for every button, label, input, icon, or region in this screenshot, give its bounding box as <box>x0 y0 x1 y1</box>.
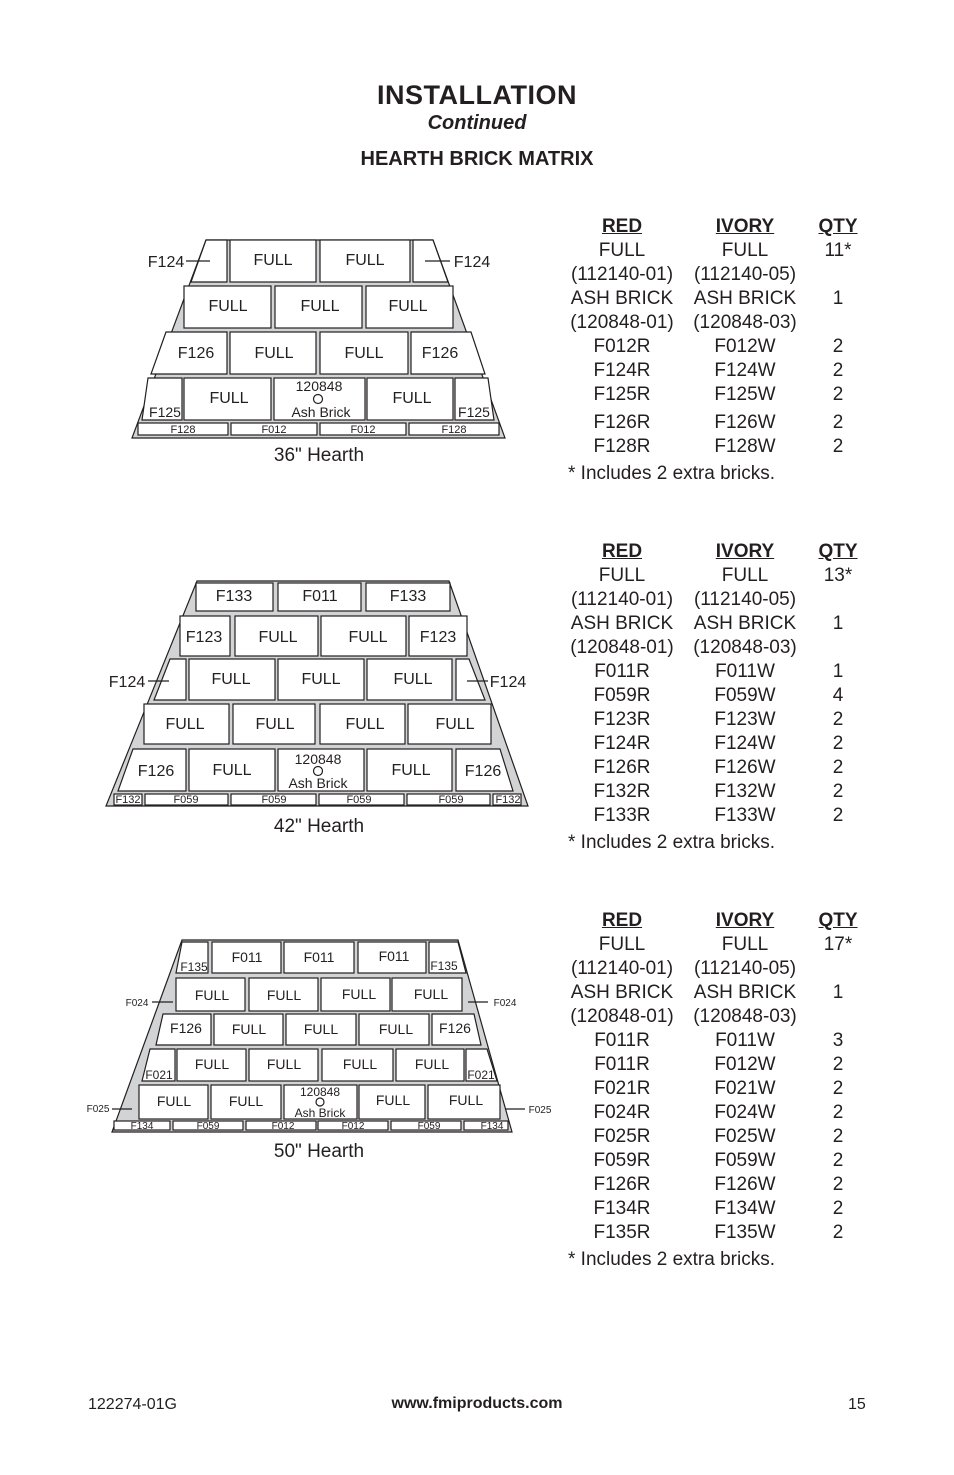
qty: 2 <box>832 781 844 802</box>
brick-matrix-36 <box>560 215 870 485</box>
qty: 1 <box>832 288 844 309</box>
red-part: FULL <box>598 240 646 261</box>
strip-label: F059 <box>346 794 372 806</box>
matrix-row <box>560 335 870 359</box>
brick-label: F126 <box>464 763 502 780</box>
ivory-part: FULL <box>721 240 769 261</box>
hearth-caption: 36" Hearth <box>273 445 365 466</box>
ivory-part: FULL <box>721 934 769 955</box>
matrix-row <box>560 780 870 804</box>
callout-label: F024 <box>125 998 149 1009</box>
qty: 1 <box>832 613 844 634</box>
strip-label: F012 <box>261 424 287 436</box>
matrix-row <box>560 1101 870 1125</box>
qty: 2 <box>832 436 844 457</box>
matrix-row <box>560 957 870 981</box>
strip-label: F128 <box>441 424 467 436</box>
ivory-part: F128W <box>714 436 776 457</box>
red-part: F126R <box>593 1174 651 1195</box>
qty: 2 <box>832 709 844 730</box>
brick-label: F126 <box>137 763 175 780</box>
brick-label: F125 <box>458 404 490 420</box>
brick-label: F135 <box>430 959 458 973</box>
website-link[interactable]: www.fmiproducts.com <box>391 1395 563 1412</box>
header-ivory: IVORY <box>715 541 775 562</box>
ivory-part: F059W <box>714 685 776 706</box>
ash-brick-number: 120848 <box>295 378 343 394</box>
qty: 3 <box>832 1030 844 1051</box>
ivory-part: (112140-05) <box>693 264 797 285</box>
ivory-part: F125W <box>714 384 776 405</box>
callout-label: F024 <box>493 998 517 1009</box>
brick-label: F135 <box>180 960 208 974</box>
strip-label: F012 <box>271 1121 295 1132</box>
ivory-part: F011W <box>715 661 775 682</box>
matrix-row <box>560 1221 870 1245</box>
ivory-part: F025W <box>714 1126 776 1147</box>
red-part: (120848-01) <box>570 312 674 333</box>
brick-label: FULL <box>303 1021 339 1037</box>
header-ivory: IVORY <box>715 216 775 237</box>
doc-number: 122274-01G <box>88 1396 177 1413</box>
ivory-part: F135W <box>714 1222 776 1243</box>
brick-label: FULL <box>208 298 248 315</box>
red-part: F011R <box>594 1030 650 1051</box>
brick-label: F126 <box>421 345 459 362</box>
matrix-header <box>560 215 870 239</box>
ivory-part: FULL <box>721 565 769 586</box>
brick-label: F126 <box>439 1020 471 1036</box>
red-part: F133R <box>593 805 651 826</box>
qty: 2 <box>832 1078 844 1099</box>
brick-label: FULL <box>348 629 388 646</box>
qty: 2 <box>832 1054 844 1075</box>
brick-label: FULL <box>209 390 249 407</box>
brick-label: FULL <box>194 1056 230 1072</box>
callout-label: F124 <box>453 254 491 271</box>
red-part: (120848-01) <box>570 637 674 658</box>
strip-label: F128 <box>170 424 196 436</box>
qty <box>806 263 870 287</box>
red-part: F124R <box>593 733 651 754</box>
brick-label: FULL <box>258 629 298 646</box>
red-part: FULL <box>598 934 646 955</box>
matrix-row <box>560 1053 870 1077</box>
ivory-part: F011W <box>715 1030 775 1051</box>
brick-label: FULL <box>156 1093 192 1109</box>
qty: 2 <box>832 1126 844 1147</box>
matrix-row <box>560 684 870 708</box>
matrix-row <box>560 933 870 957</box>
matrix-row <box>560 588 870 612</box>
red-part: (112140-01) <box>570 264 674 285</box>
matrix-row <box>560 732 870 756</box>
red-part: F126R <box>593 412 651 433</box>
matrix-header <box>560 540 870 564</box>
ivory-part: F132W <box>714 781 776 802</box>
red-part: FULL <box>598 565 646 586</box>
red-part: F128R <box>593 436 651 457</box>
red-part: F135R <box>593 1222 651 1243</box>
qty: 2 <box>832 1198 844 1219</box>
red-part: F024R <box>593 1102 651 1123</box>
red-part: ASH BRICK <box>570 613 674 634</box>
qty: 2 <box>832 360 844 381</box>
red-part: F059R <box>593 685 651 706</box>
strip-label: F132 <box>115 794 141 806</box>
ivory-part: (120848-03) <box>693 312 797 333</box>
ivory-part: F012W <box>714 1054 776 1075</box>
brick-matrix-42 <box>560 540 870 854</box>
ivory-part: F124W <box>714 733 776 754</box>
qty <box>806 311 870 335</box>
qty: 1 <box>832 982 844 1003</box>
qty: 11* <box>824 240 852 261</box>
matrix-row <box>560 311 870 335</box>
brick-label: F133 <box>389 588 427 605</box>
brick-label: FULL <box>414 1056 450 1072</box>
red-part: (120848-01) <box>570 1006 674 1027</box>
matrix-header <box>560 909 870 933</box>
red-part: F126R <box>593 757 651 778</box>
header-qty: QTY <box>818 541 858 562</box>
brick-label: FULL <box>253 252 293 269</box>
ash-brick-label: Ash Brick <box>294 1106 346 1120</box>
brick-label: FULL <box>211 671 251 688</box>
header-red: RED <box>601 910 643 931</box>
brick-label: F021 <box>467 1068 495 1082</box>
ivory-part: F059W <box>714 1150 776 1171</box>
matrix-row <box>560 612 870 636</box>
qty: 2 <box>832 805 844 826</box>
brick-label: FULL <box>300 298 340 315</box>
matrix-row <box>560 1005 870 1029</box>
brick-label: FULL <box>378 1021 414 1037</box>
matrix-row <box>560 981 870 1005</box>
brick-label: FULL <box>342 1056 378 1072</box>
brick-label: FULL <box>254 345 294 362</box>
brick-label: FULL <box>448 1092 484 1108</box>
strip-label: F132 <box>495 794 521 806</box>
brick-label: F011 <box>378 948 410 964</box>
red-part: F011R <box>594 661 650 682</box>
brick-label: FULL <box>228 1093 264 1109</box>
strip-label: F059 <box>438 794 464 806</box>
brick-label: FULL <box>375 1092 411 1108</box>
matrix-row <box>560 239 870 263</box>
brick-label: F126 <box>177 345 215 362</box>
ivory-part: F126W <box>714 757 776 778</box>
ash-brick-label: Ash Brick <box>288 775 348 791</box>
ivory-part: F126W <box>714 412 776 433</box>
strip-label: F012 <box>341 1121 365 1132</box>
matrix-row <box>560 1173 870 1197</box>
red-part: F012R <box>593 336 651 357</box>
matrix-row <box>560 263 870 287</box>
ivory-part: F133W <box>714 805 776 826</box>
brick-label: FULL <box>255 716 295 733</box>
qty: 2 <box>832 336 844 357</box>
header-red: RED <box>601 216 643 237</box>
red-part: F011R <box>594 1054 650 1075</box>
qty: 2 <box>832 384 844 405</box>
brick-label: FULL <box>391 762 431 779</box>
matrix-row <box>560 1077 870 1101</box>
strip-label: F012 <box>350 424 376 436</box>
qty: 2 <box>832 1222 844 1243</box>
red-part: F059R <box>593 1150 651 1171</box>
ivory-part: (120848-03) <box>693 637 797 658</box>
ash-brick-number: 120848 <box>299 1085 341 1099</box>
brick-label: F011 <box>303 949 335 965</box>
header-qty: QTY <box>818 216 858 237</box>
brick-label: F011 <box>302 588 338 605</box>
red-part: F021R <box>593 1078 651 1099</box>
red-part: F132R <box>593 781 651 802</box>
callout-label: F025 <box>528 1105 552 1116</box>
brick-label: FULL <box>301 671 341 688</box>
brick-label: F126 <box>170 1020 202 1036</box>
matrix-row <box>560 1149 870 1173</box>
hearth-caption: 42" Hearth <box>273 816 365 837</box>
brick-label: FULL <box>231 1021 267 1037</box>
ivory-part: F012W <box>714 336 776 357</box>
section-title: HEARTH BRICK MATRIX <box>360 148 594 170</box>
callout-label: F025 <box>86 1104 110 1115</box>
ivory-part: F123W <box>714 709 776 730</box>
brick-label: FULL <box>266 987 302 1003</box>
strip-label: F059 <box>196 1121 220 1132</box>
matrix-row <box>560 708 870 732</box>
callout-label: F124 <box>489 674 527 691</box>
matrix-row <box>560 636 870 660</box>
ash-brick-number: 120848 <box>294 751 342 767</box>
brick-label: F011 <box>231 949 263 965</box>
qty: 2 <box>832 412 844 433</box>
strip-label: F134 <box>130 1121 154 1132</box>
brick-label: FULL <box>341 986 377 1002</box>
qty <box>806 957 870 981</box>
qty: 1 <box>832 661 844 682</box>
qty: 2 <box>832 1150 844 1171</box>
matrix-row <box>560 287 870 311</box>
matrix-row <box>560 411 870 435</box>
ivory-part: (112140-05) <box>693 589 797 610</box>
brick-label: FULL <box>194 987 230 1003</box>
matrix-row <box>560 1029 870 1053</box>
strip-label: F059 <box>417 1121 441 1132</box>
brick-label: F021 <box>145 1068 173 1082</box>
header-qty: QTY <box>818 910 858 931</box>
hearth-caption: 50" Hearth <box>273 1141 365 1162</box>
strip-label: F134 <box>480 1121 504 1132</box>
ivory-part: F126W <box>714 1174 776 1195</box>
red-part: F123R <box>593 709 651 730</box>
matrix-row <box>560 564 870 588</box>
qty <box>806 1005 870 1029</box>
matrix-row <box>560 383 870 407</box>
qty: 4 <box>832 685 844 706</box>
brick-label: F123 <box>419 629 457 646</box>
red-part: (112140-01) <box>570 958 674 979</box>
ivory-part: F124W <box>714 360 776 381</box>
callout-label: F124 <box>147 254 185 271</box>
brick-label: FULL <box>435 716 475 733</box>
red-part: ASH BRICK <box>570 982 674 1003</box>
red-part: F134R <box>593 1198 651 1219</box>
matrix-row <box>560 660 870 684</box>
matrix-footnote: * Includes 2 extra bricks. <box>568 1249 775 1270</box>
brick-label: F123 <box>185 629 223 646</box>
red-part: ASH BRICK <box>570 288 674 309</box>
qty <box>806 636 870 660</box>
brick-label: FULL <box>266 1056 302 1072</box>
matrix-row <box>560 804 870 828</box>
qty: 2 <box>832 1102 844 1123</box>
matrix-row <box>560 359 870 383</box>
callout-label: F124 <box>108 674 146 691</box>
brick-label: FULL <box>344 345 384 362</box>
header-ivory: IVORY <box>715 910 775 931</box>
qty: 2 <box>832 733 844 754</box>
brick-label: FULL <box>345 252 385 269</box>
qty <box>806 588 870 612</box>
red-part: F124R <box>593 360 651 381</box>
brick-label: FULL <box>413 986 449 1002</box>
ivory-part: (120848-03) <box>693 1006 797 1027</box>
brick-label: FULL <box>393 671 433 688</box>
page-title: INSTALLATION <box>377 80 577 110</box>
brick-label: FULL <box>392 390 432 407</box>
strip-label: F059 <box>173 794 199 806</box>
ivory-part: (112140-05) <box>693 958 797 979</box>
brick-label: FULL <box>212 762 252 779</box>
matrix-row <box>560 756 870 780</box>
brick-label: FULL <box>388 298 428 315</box>
ivory-part: F024W <box>714 1102 776 1123</box>
brick-label: FULL <box>165 716 205 733</box>
red-part: (112140-01) <box>570 589 674 610</box>
ivory-part: ASH BRICK <box>693 288 797 309</box>
matrix-footnote: * Includes 2 extra bricks. <box>568 463 775 484</box>
ivory-part: ASH BRICK <box>693 982 797 1003</box>
ash-brick-label: Ash Brick <box>291 404 351 420</box>
matrix-footnote: * Includes 2 extra bricks. <box>568 832 775 853</box>
qty: 2 <box>832 1174 844 1195</box>
matrix-row <box>560 1197 870 1221</box>
qty: 2 <box>832 757 844 778</box>
page-subtitle: Continued <box>427 112 527 134</box>
header-red: RED <box>601 541 643 562</box>
brick-matrix-50 <box>560 909 870 1271</box>
page-number: 15 <box>848 1396 866 1413</box>
red-part: F025R <box>593 1126 651 1147</box>
strip-label: F059 <box>261 794 287 806</box>
red-part: F125R <box>593 384 651 405</box>
qty: 13* <box>823 565 853 586</box>
brick-label: F133 <box>215 588 253 605</box>
brick-label: FULL <box>345 716 385 733</box>
ivory-part: F134W <box>714 1198 776 1219</box>
ivory-part: ASH BRICK <box>693 613 797 634</box>
matrix-row <box>560 1125 870 1149</box>
matrix-row <box>560 435 870 459</box>
qty: 17* <box>823 934 853 955</box>
ivory-part: F021W <box>714 1078 776 1099</box>
brick-label: F125 <box>149 404 181 420</box>
